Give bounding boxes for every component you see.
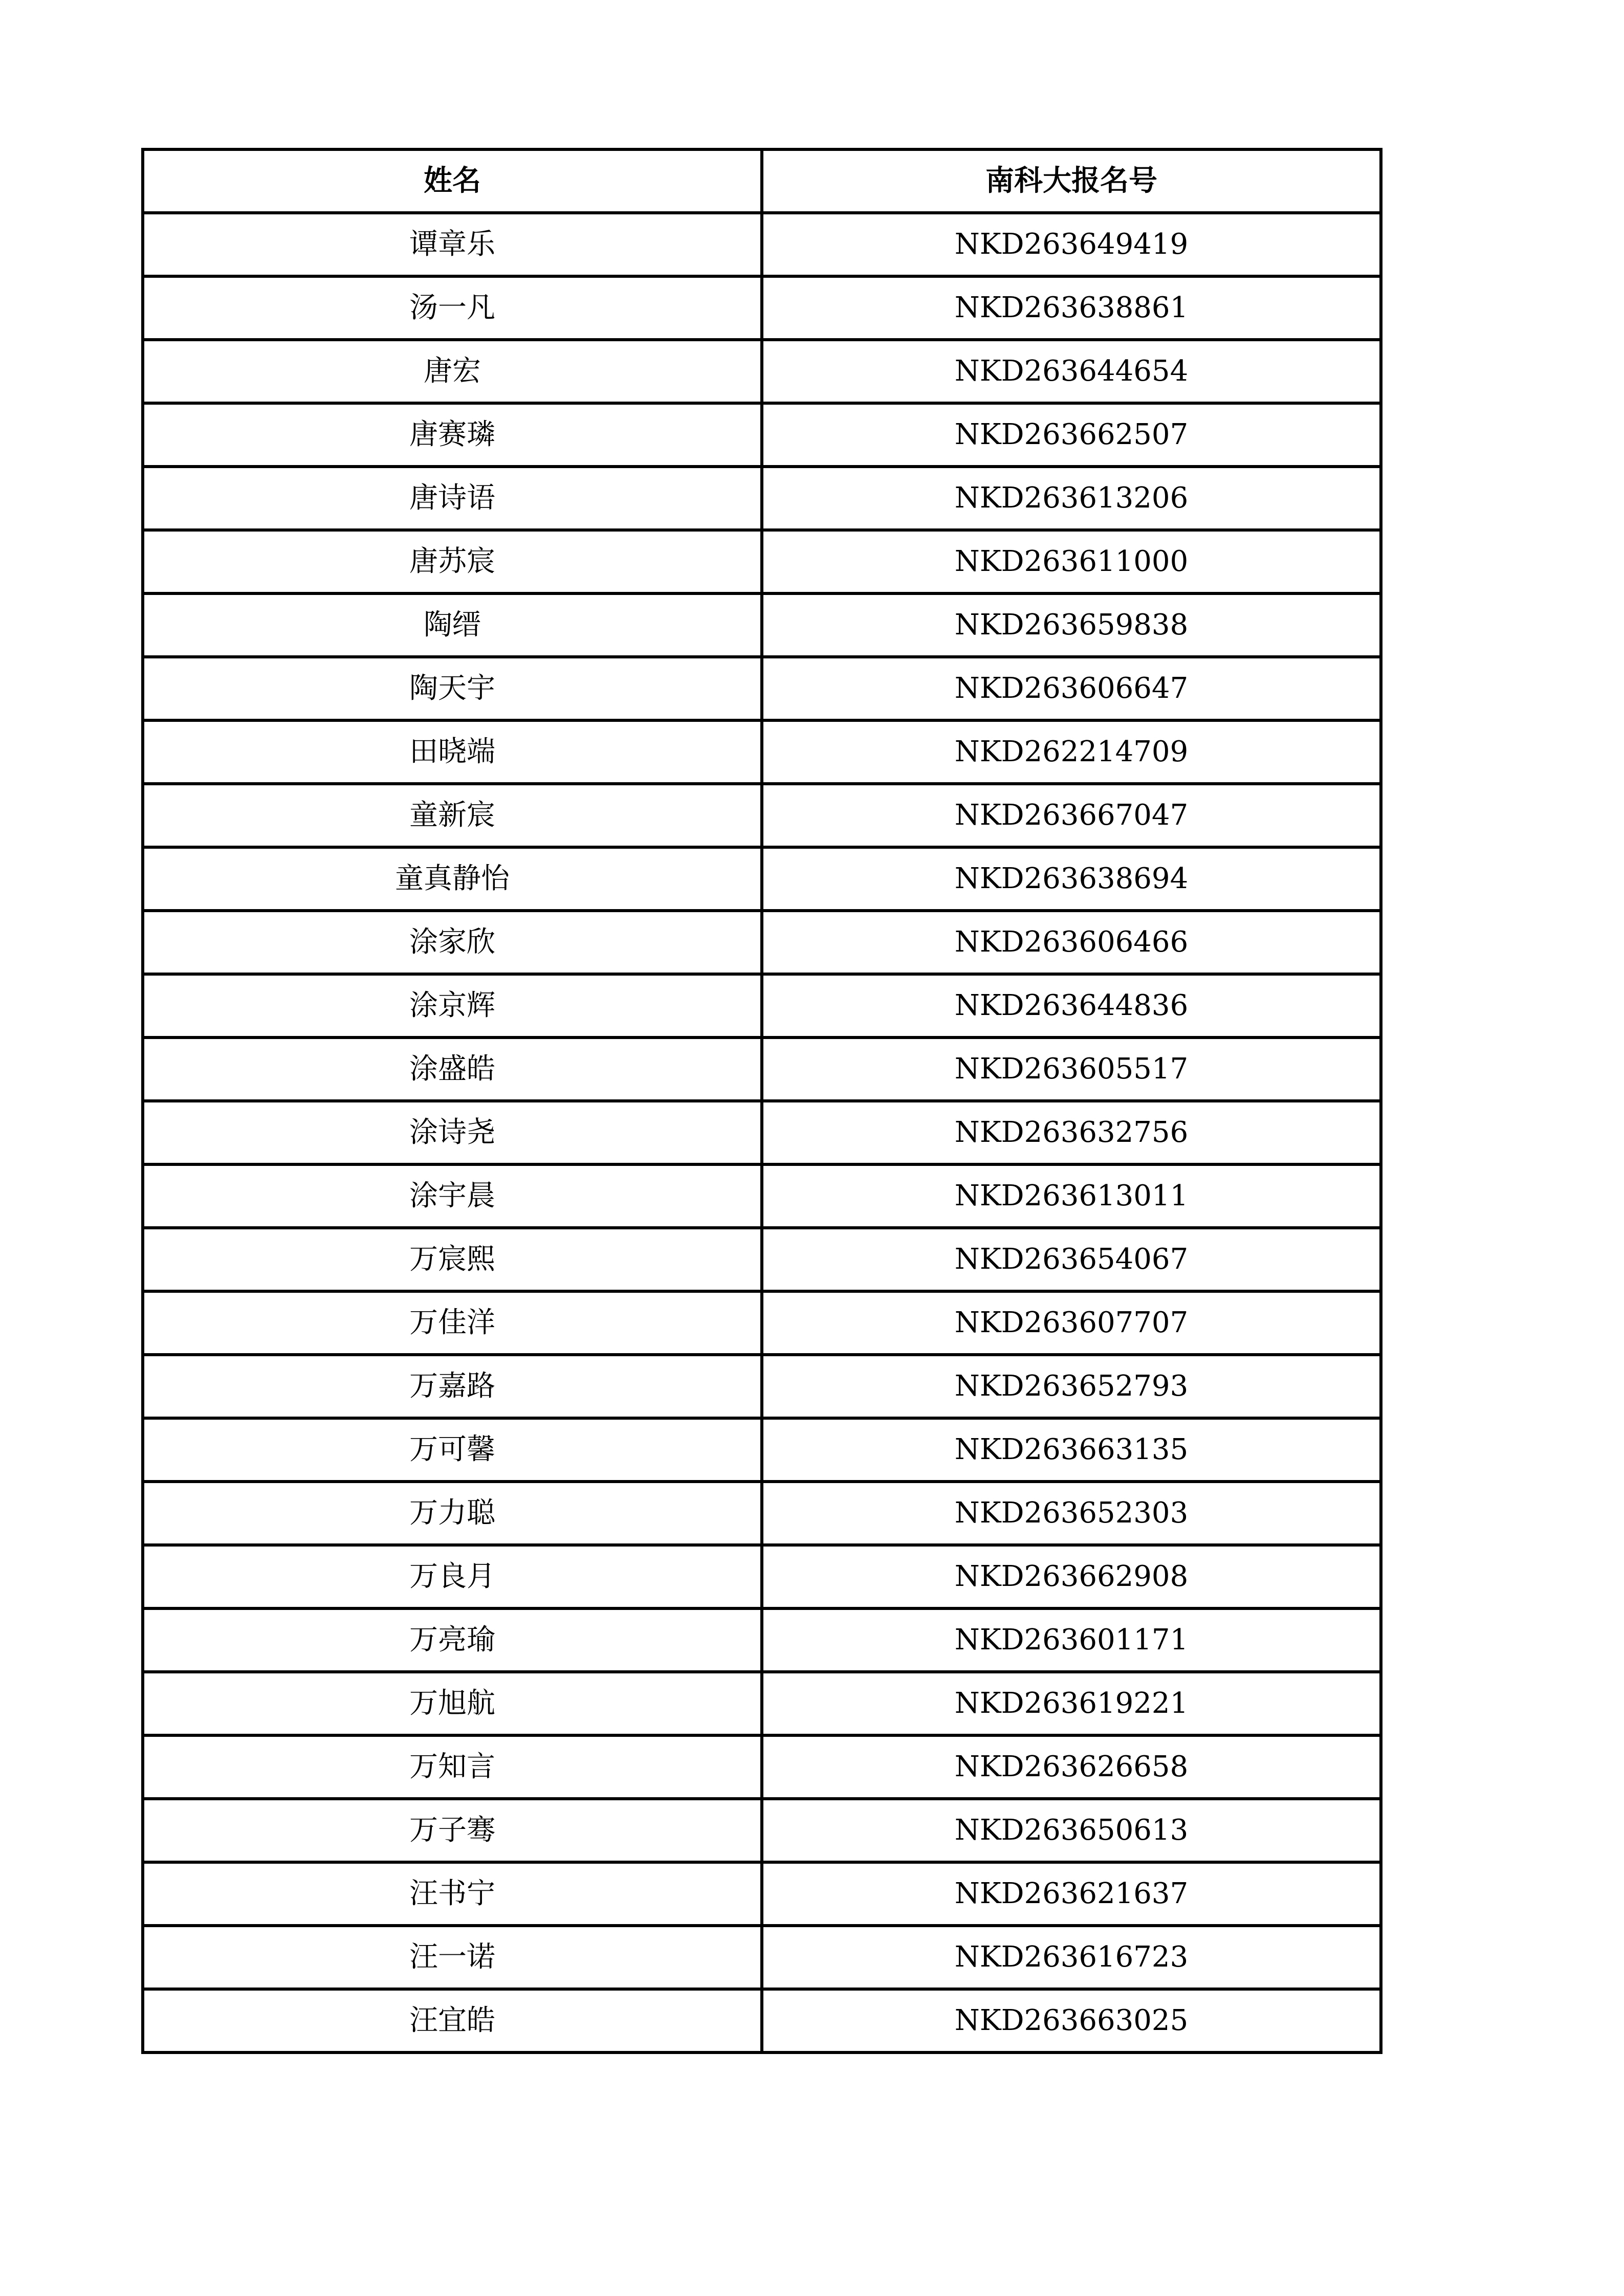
cell-name: 万知言: [143, 1735, 762, 1799]
table-row: [143, 720, 1381, 784]
cell-name: 万可馨: [143, 1418, 762, 1482]
cell-name: 涂宇晨: [143, 1164, 762, 1228]
table-row: [143, 1291, 1381, 1355]
table-row: [143, 1799, 1381, 1862]
cell-registration-number: NKD263663135: [762, 1418, 1381, 1482]
table-row: [143, 1862, 1381, 1926]
cell-registration-number: NKD263654067: [762, 1228, 1381, 1291]
cell-registration-number: NKD263632756: [762, 1101, 1381, 1164]
cell-registration-number: NKD263659838: [762, 593, 1381, 657]
table-row: [143, 1989, 1381, 2052]
cell-registration-number: NKD263638861: [762, 276, 1381, 340]
cell-name: 汪宜皓: [143, 1989, 762, 2052]
cell-name: 涂京辉: [143, 974, 762, 1037]
cell-registration-number: NKD263649419: [762, 213, 1381, 276]
table-body: [143, 213, 1381, 2052]
cell-registration-number: NKD263601171: [762, 1608, 1381, 1672]
cell-name: 谭章乐: [143, 213, 762, 276]
cell-name: 涂家欣: [143, 911, 762, 974]
table-row: [143, 467, 1381, 530]
table-row: [143, 403, 1381, 467]
cell-name: 汪书宁: [143, 1862, 762, 1926]
table-row: [143, 974, 1381, 1037]
cell-name: 唐苏宸: [143, 530, 762, 593]
table-row: [143, 1926, 1381, 1989]
cell-registration-number: NKD263662908: [762, 1545, 1381, 1608]
cell-registration-number: NKD263606647: [762, 657, 1381, 720]
cell-name: 陶缙: [143, 593, 762, 657]
cell-name: 万宸熙: [143, 1228, 762, 1291]
cell-registration-number: NKD263644654: [762, 340, 1381, 403]
cell-registration-number: NKD263667047: [762, 784, 1381, 847]
cell-name: 汪一诺: [143, 1926, 762, 1989]
cell-registration-number: NKD263606466: [762, 911, 1381, 974]
cell-registration-number: NKD262214709: [762, 720, 1381, 784]
cell-registration-number: NKD263663025: [762, 1989, 1381, 2052]
table-row: [143, 1228, 1381, 1291]
table-row: [143, 1545, 1381, 1608]
cell-name: 万良月: [143, 1545, 762, 1608]
cell-registration-number: NKD263652793: [762, 1355, 1381, 1418]
cell-registration-number: NKD263652303: [762, 1482, 1381, 1545]
header-row: [143, 149, 1381, 213]
cell-name: 万力聪: [143, 1482, 762, 1545]
cell-name: 涂盛皓: [143, 1037, 762, 1101]
table-row: [143, 530, 1381, 593]
cell-registration-number: NKD263611000: [762, 530, 1381, 593]
cell-name: 涂诗尧: [143, 1101, 762, 1164]
cell-registration-number: NKD263605517: [762, 1037, 1381, 1101]
table-row: [143, 1418, 1381, 1482]
table-row: [143, 1672, 1381, 1735]
table-row: [143, 784, 1381, 847]
table-row: [143, 1037, 1381, 1101]
cell-name: 万嘉路: [143, 1355, 762, 1418]
table-row: [143, 1735, 1381, 1799]
table-row: [143, 657, 1381, 720]
cell-registration-number: NKD263644836: [762, 974, 1381, 1037]
table-row: [143, 1164, 1381, 1228]
cell-name: 唐诗语: [143, 467, 762, 530]
roster-table: [141, 148, 1382, 2054]
cell-registration-number: NKD263607707: [762, 1291, 1381, 1355]
cell-name: 田晓端: [143, 720, 762, 784]
table-row: [143, 593, 1381, 657]
table-row: [143, 340, 1381, 403]
table-row: [143, 911, 1381, 974]
cell-name: 万旭航: [143, 1672, 762, 1735]
cell-name: 童新宸: [143, 784, 762, 847]
cell-name: 万子骞: [143, 1799, 762, 1862]
cell-name: 陶天宇: [143, 657, 762, 720]
cell-registration-number: NKD263626658: [762, 1735, 1381, 1799]
cell-registration-number: NKD263638694: [762, 847, 1381, 911]
cell-name: 唐赛璘: [143, 403, 762, 467]
table-row: [143, 1101, 1381, 1164]
cell-name: 万亮瑜: [143, 1608, 762, 1672]
cell-registration-number: NKD263619221: [762, 1672, 1381, 1735]
table-header: [143, 149, 1381, 213]
cell-name: 万佳洋: [143, 1291, 762, 1355]
table-row: [143, 847, 1381, 911]
cell-registration-number: NKD263621637: [762, 1862, 1381, 1926]
cell-registration-number: NKD263613206: [762, 467, 1381, 530]
header-registration-number: 南科大报名号: [762, 149, 1381, 213]
cell-registration-number: NKD263613011: [762, 1164, 1381, 1228]
cell-registration-number: NKD263650613: [762, 1799, 1381, 1862]
cell-name: 童真静怡: [143, 847, 762, 911]
cell-registration-number: NKD263662507: [762, 403, 1381, 467]
table-row: [143, 1608, 1381, 1672]
table-row: [143, 1482, 1381, 1545]
table-row: [143, 276, 1381, 340]
table-row: [143, 1355, 1381, 1418]
table-row: [143, 213, 1381, 276]
cell-registration-number: NKD263616723: [762, 1926, 1381, 1989]
cell-name: 唐宏: [143, 340, 762, 403]
header-name: 姓名: [143, 149, 762, 213]
cell-name: 汤一凡: [143, 276, 762, 340]
